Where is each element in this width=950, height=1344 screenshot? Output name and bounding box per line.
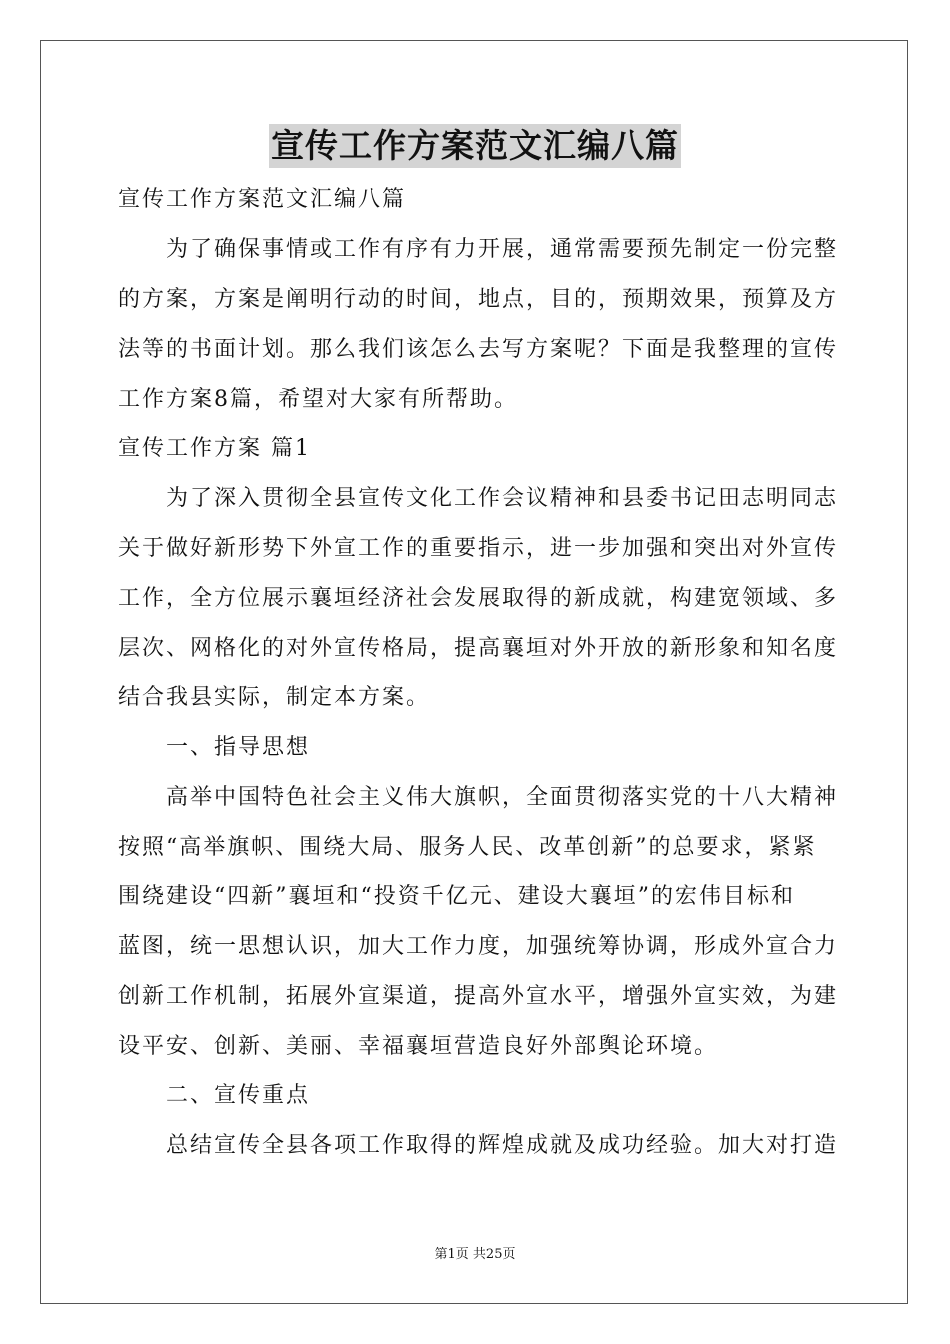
subheading-publicity-focus: 二、宣传重点	[166, 1083, 311, 1108]
body-line: 蓝图，统一思想认识，加大工作力度，加强统筹协调，形成外宣合力	[118, 934, 839, 959]
body-line: 高举中国特色社会主义伟大旗帜，全面贯彻落实党的十八大精神	[166, 785, 839, 810]
body-line: 创新工作机制，拓展外宣渠道，提高外宣水平，增强外宣实效，为建	[118, 984, 839, 1009]
body-line: 层次、网格化的对外宣传格局，提高襄垣对外开放的新形象和知名度	[118, 636, 839, 661]
subtitle-line: 宣传工作方案范文汇编八篇	[118, 187, 407, 212]
body-line: 总结宣传全县各项工作取得的辉煌成就及成功经验。加大对打造	[166, 1133, 839, 1158]
body-line: 结合我县实际，制定本方案。	[118, 685, 431, 710]
body-line: 按照“高举旗帜、围绕大局、服务人民、改革创新”的总要求，紧紧	[118, 835, 817, 860]
subheading-guiding-ideology: 一、指导思想	[166, 735, 311, 760]
body-line: 为了深入贯彻全县宣传文化工作会议精神和县委书记田志明同志	[166, 486, 839, 511]
title-wrap	[0, 124, 950, 168]
page-border	[40, 40, 908, 1304]
body-line: 围绕建设“四新”襄垣和“投资千亿元、建设大襄垣”的宏伟目标和	[118, 884, 795, 909]
body-line: 工作，全方位展示襄垣经济社会发展取得的新成就，构建宽领域、多	[118, 586, 839, 611]
body-line: 关于做好新形势下外宣工作的重要指示，进一步加强和突出对外宣传	[118, 536, 839, 561]
body-line: 法等的书面计划。那么我们该怎么去写方案呢？下面是我整理的宣传	[118, 337, 839, 362]
page-number-footer: 第1页 共25页	[434, 1247, 516, 1262]
body-line: 为了确保事情或工作有序有力开展，通常需要预先制定一份完整	[166, 237, 839, 262]
document-title: 宣传工作方案范文汇编八篇	[269, 124, 681, 168]
body-line: 的方案，方案是阐明行动的时间，地点，目的，预期效果，预算及方	[118, 287, 839, 312]
body-line: 工作方案8篇，希望对大家有所帮助。	[118, 387, 518, 412]
body-line: 设平安、创新、美丽、幸福襄垣营造良好外部舆论环境。	[118, 1034, 719, 1059]
section-heading: 宣传工作方案 篇1	[118, 436, 311, 461]
